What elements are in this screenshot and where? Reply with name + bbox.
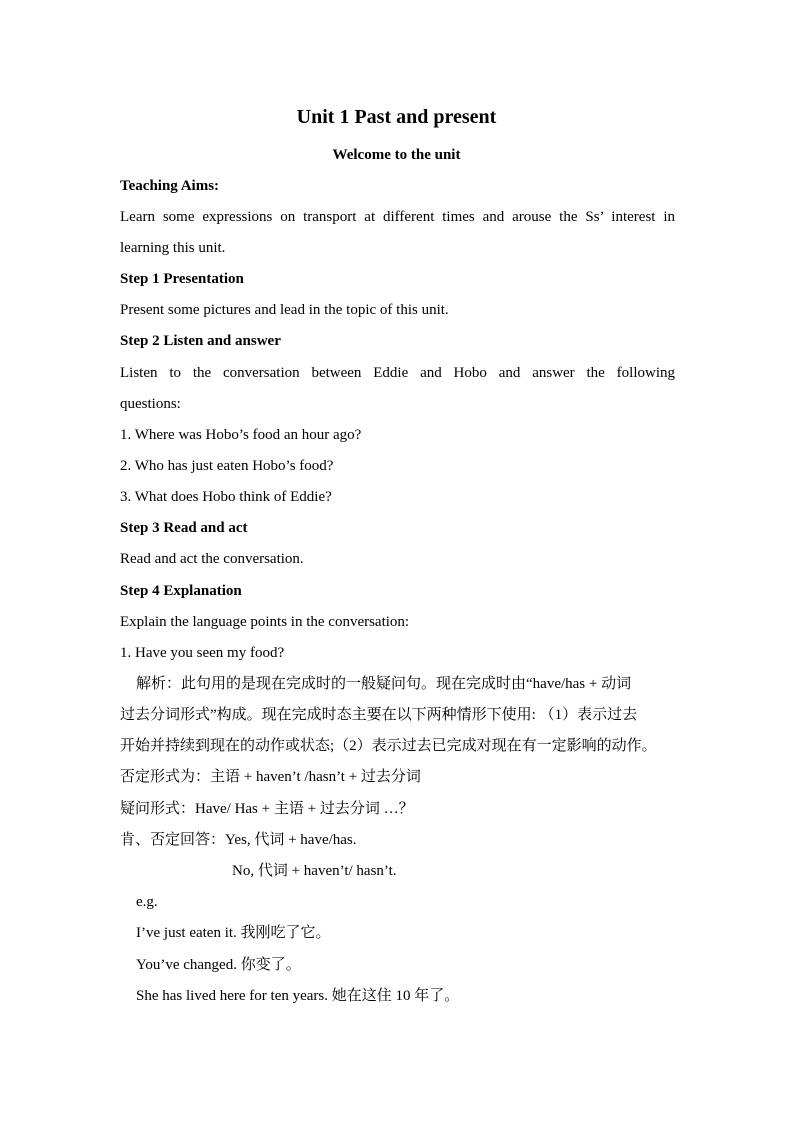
question-item: 1. Where was Hobo’s food an hour ago? (120, 427, 362, 443)
step1-text: Present some pictures and lead in the topic of this unit. (120, 302, 449, 318)
step1-heading: Step 1 Presentation (120, 271, 244, 287)
page-subtitle: Welcome to the unit (332, 147, 461, 163)
step2-text-line-2: questions: (120, 396, 181, 412)
step3-text: Read and act the conversation. (120, 551, 304, 567)
analysis-line-1: 解析：此句用的是现在完成时的一般疑问句。现在完成时由“have/has + 动词 (136, 676, 632, 692)
example-sentence: She has lived here for ten years. 她在这住 10 年了。 (136, 988, 460, 1004)
step4-intro: Explain the language points in the conversation: (120, 614, 410, 630)
step2-heading: Step 2 Listen and answer (120, 333, 281, 349)
aims-text-line-1: Learn some expressions on transport at different times and arouse the Ss’ interest in (120, 209, 675, 225)
negative-form: 否定形式为：主语 + haven’t /hasn’t + 过去分词 (120, 769, 421, 785)
example-sentence: I’ve just eaten it. 我刚吃了它。 (136, 925, 331, 941)
example-label: e.g. (136, 894, 158, 910)
example-sentence: You’ve changed. 你变了。 (136, 957, 301, 973)
aims-text-line-2: learning this unit. (120, 240, 226, 256)
answer-yes: 肯、否定回答：Yes, 代词 + have/has. (120, 832, 357, 848)
step3-heading: Step 3 Read and act (120, 520, 248, 536)
answer-no: No, 代词 + haven’t/ hasn’t. (232, 863, 397, 879)
analysis-line-3: 开始并持续到现在的动作或状态;（2）表示过去已完成对现在有一定影响的动作。 (120, 738, 657, 754)
analysis-line-2: 过去分词形式”构成。现在完成时态主要在以下两种情形下使用: （1）表示过去 (120, 707, 638, 723)
question-item: 2. Who has just eaten Hobo’s food? (120, 458, 334, 474)
page-title: Unit 1 Past and present (296, 106, 497, 128)
question-item: 3. What does Hobo think of Eddie? (120, 489, 332, 505)
step2-text-line-1: Listen to the conversation between Eddie and Hobo and answer the following (120, 365, 675, 381)
language-point-1: 1. Have you seen my food? (120, 645, 285, 661)
question-form: 疑问形式：Have/ Has + 主语 + 过去分词 …？ (120, 801, 414, 817)
aims-heading: Teaching Aims: (120, 178, 220, 194)
step4-heading: Step 4 Explanation (120, 583, 242, 599)
